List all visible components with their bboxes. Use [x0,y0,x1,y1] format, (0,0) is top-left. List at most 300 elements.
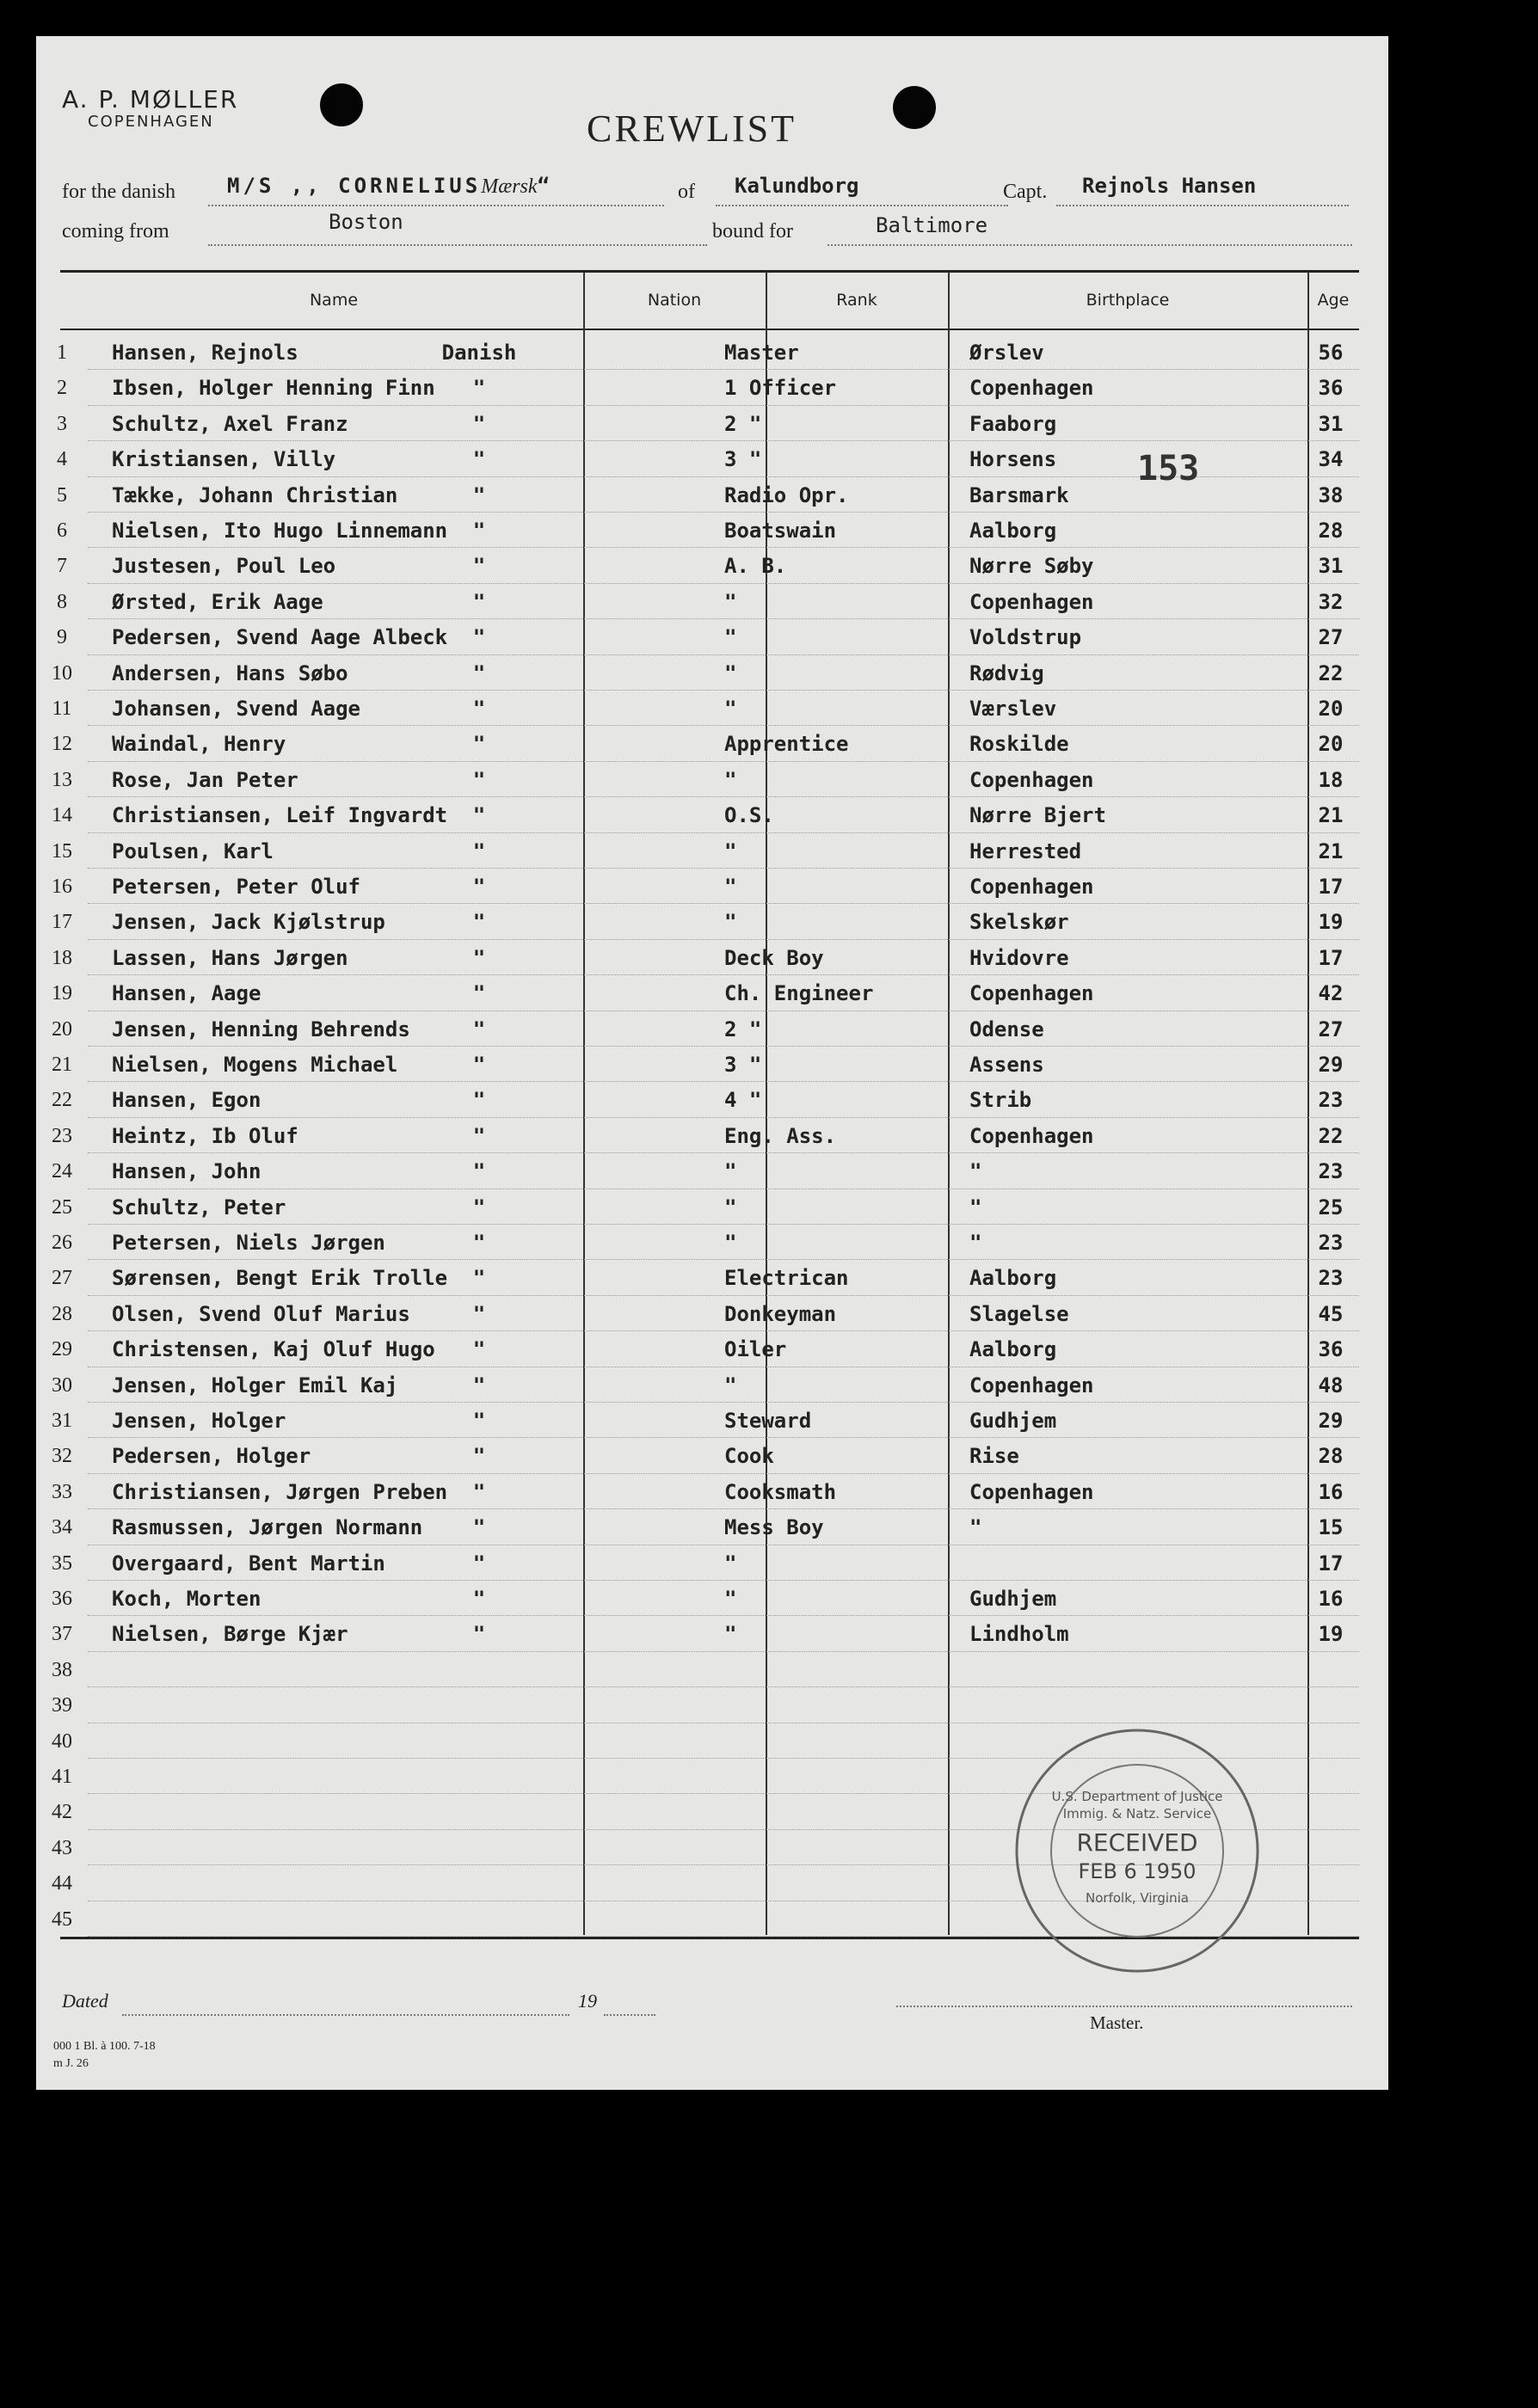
row-number: 12 [52,733,72,756]
row-number: 2 [57,377,67,400]
row-rule [88,1330,1359,1331]
table-top-rule [60,270,1359,273]
crew-age: 23 [1318,1231,1344,1255]
crew-birthplace: Copenhagen [969,981,1094,1006]
crew-nation: " [472,1266,486,1291]
crew-rank: " [724,1622,737,1647]
crew-rank: " [724,697,737,721]
column-header-age: Age [1317,291,1350,310]
crew-name: Jensen, Jack Kjølstrup [112,910,385,935]
punch-hole [320,83,363,126]
row-number: 36 [52,1588,72,1610]
crew-name: Hansen, John [112,1159,261,1184]
table-row [36,1582,1388,1617]
crew-rank: " [724,625,737,650]
crewlist-sheet [36,36,1388,2090]
crew-age: 17 [1318,1551,1344,1576]
crew-nation: " [472,838,486,863]
row-rule [88,939,1359,940]
crew-rank: 2 " [724,1017,762,1041]
crew-age: 56 [1318,341,1344,365]
crew-birthplace: Copenhagen [969,589,1094,614]
crew-name: Waindal, Henry [112,732,286,757]
port-line [716,205,1008,206]
crew-nation: " [472,589,486,614]
crew-nation: " [472,981,486,1006]
crew-age: 48 [1318,1373,1344,1398]
row-number: 22 [52,1089,72,1112]
crew-rank: 3 " [724,447,762,472]
company-line-1: A. P. MØLLER [62,85,239,114]
bound-for-label: bound for [712,220,793,243]
crew-nation: " [472,1088,486,1113]
crew-nation: " [472,1479,486,1504]
crew-birthplace: Copenhagen [969,376,1094,401]
crew-birthplace: Lindholm [969,1622,1069,1647]
crew-birthplace: Aalborg [969,1266,1057,1291]
table-row [36,1332,1388,1367]
crew-birthplace: " [969,1159,982,1184]
row-number: 18 [52,946,72,969]
crew-nation: " [472,1301,486,1326]
crew-birthplace: Copenhagen [969,1373,1094,1398]
row-number: 25 [52,1195,72,1219]
table-row [36,1047,1388,1083]
crew-birthplace: Odense [969,1017,1044,1041]
row-rule [88,547,1359,548]
row-number: 42 [52,1801,72,1824]
stamp-city: Norfolk, Virginia [1086,1890,1189,1906]
row-rule [88,618,1359,619]
crew-name: Pedersen, Holger [112,1444,311,1469]
table-row [36,407,1388,442]
crew-name: Nielsen, Ito Hugo Linnemann [112,519,448,543]
crew-nation: " [472,1515,486,1540]
row-rule [88,1259,1359,1260]
captain-line [1056,205,1349,206]
row-rule [88,440,1359,441]
column-header-birthplace: Birthplace [1086,291,1170,310]
crew-nation: " [472,482,486,507]
crew-name: Petersen, Niels Jørgen [112,1231,385,1255]
of-label: of [678,181,695,203]
row-number: 5 [57,483,67,507]
crew-nation: " [472,1587,486,1611]
crew-birthplace: Copenhagen [969,1123,1094,1148]
crew-rank: " [724,1231,737,1255]
crew-birthplace: " [969,1231,982,1255]
crew-name: Pedersen, Svend Aage Albeck [112,625,448,650]
column-header-name: Name [309,291,359,310]
crew-rank: Boatswain [724,519,837,543]
crew-nation: " [472,1337,486,1362]
crew-name: Lassen, Hans Jørgen [112,945,348,970]
crew-birthplace: Horsens [969,447,1057,472]
crew-age: 42 [1318,981,1344,1006]
crew-name: Hansen, Egon [112,1088,261,1113]
row-number: 33 [52,1480,72,1503]
table-row [36,1154,1388,1189]
crew-age: 28 [1318,1444,1344,1469]
ship-suffix: Mærsk [481,175,538,198]
row-rule [88,1152,1359,1153]
row-rule [88,1580,1359,1581]
crew-nation: " [472,1053,486,1077]
bound-for-line [827,244,1352,246]
stamp-date: FEB 6 1950 [1078,1859,1197,1883]
crew-rank: A. B. [724,554,787,579]
row-number: 44 [52,1872,72,1895]
crew-rank: Donkeyman [724,1301,837,1326]
punch-hole [893,86,936,129]
crew-nation: " [472,625,486,650]
table-row [36,1617,1388,1652]
crew-age: 36 [1318,1337,1344,1362]
crew-rank: Radio Opr. [724,482,849,507]
row-rule [88,1686,1359,1687]
crew-age: 16 [1318,1587,1344,1611]
table-row [36,691,1388,727]
crew-name: Olsen, Svend Oluf Marius [112,1301,410,1326]
row-number: 39 [52,1694,72,1717]
stamp-agency: U.S. Department of Justice [1051,1789,1223,1804]
row-rule [88,1437,1359,1438]
row-rule [88,725,1359,726]
crew-age: 20 [1318,697,1344,721]
crew-birthplace: Gudhjem [969,1409,1057,1433]
crew-rank: Eng. Ass. [724,1123,837,1148]
row-rule [88,974,1359,975]
crew-age: 25 [1318,1195,1344,1219]
crew-birthplace: Gudhjem [969,1587,1057,1611]
master-label: Master. [1090,2012,1144,2033]
received-stamp [1008,1722,1266,1980]
crew-name: Christiansen, Leif Ingvardt [112,803,448,828]
crew-age: 27 [1318,625,1344,650]
crew-name: Johansen, Svend Aage [112,697,360,721]
crew-rank: " [724,838,737,863]
crew-age: 27 [1318,1017,1344,1041]
crew-nation: " [472,803,486,828]
crew-age: 28 [1318,519,1344,543]
table-row [36,869,1388,905]
table-row [36,1012,1388,1047]
crew-birthplace: Faaborg [969,411,1057,436]
row-number: 3 [57,412,67,435]
crew-age: 20 [1318,732,1344,757]
row-rule [88,761,1359,762]
crew-nation: Danish [441,341,517,365]
crew-rank: 1 Officer [724,376,837,401]
row-number: 6 [57,519,67,542]
crew-birthplace: Copenhagen [969,875,1094,899]
column-header-nation: Nation [647,291,702,310]
table-row [36,585,1388,620]
crew-birthplace: Herrested [969,838,1082,863]
crew-age: 45 [1318,1301,1344,1326]
crew-name: Hansen, Rejnols [112,341,298,365]
crew-birthplace: Værslev [969,697,1057,721]
for-label: for the danish [62,181,175,203]
crew-age: 23 [1318,1159,1344,1184]
crew-rank: " [724,875,737,899]
crew-name: Heintz, Ib Oluf [112,1123,298,1148]
crew-name: Rose, Jan Peter [112,767,298,792]
row-number: 13 [52,768,72,791]
row-number: 38 [52,1658,72,1681]
row-number: 34 [52,1516,72,1539]
row-rule [88,690,1359,691]
crew-name: Nielsen, Børge Kjær [112,1622,348,1647]
crew-birthplace: Assens [969,1053,1044,1077]
crew-age: 23 [1318,1266,1344,1291]
crew-birthplace: Copenhagen [969,767,1094,792]
table-row [36,905,1388,940]
crew-name: Christensen, Kaj Oluf Hugo [112,1337,435,1362]
row-rule [88,1081,1359,1082]
year-prefix: 19 [578,1990,597,2012]
row-number: 4 [57,448,67,471]
row-number: 15 [52,839,72,863]
crew-rank: " [724,910,737,935]
printer-line-2: m J. 26 [53,2056,89,2070]
crew-nation: " [472,411,486,436]
crew-rank: Oiler [724,1337,787,1362]
table-row [36,798,1388,833]
crew-name: Hansen, Aage [112,981,261,1006]
row-number: 21 [52,1054,72,1076]
crew-birthplace: " [969,1195,982,1219]
crew-rank: Cooksmath [724,1479,837,1504]
row-number: 41 [52,1766,72,1788]
row-rule [88,1615,1359,1616]
crew-age: 29 [1318,1053,1344,1077]
table-row [36,834,1388,869]
table-row [36,763,1388,798]
table-row [36,1190,1388,1226]
crew-birthplace: Hvidovre [969,945,1069,970]
ship-prefix: M/S [227,174,275,198]
crew-rank: " [724,1551,737,1576]
crew-nation: " [472,376,486,401]
crew-age: 18 [1318,767,1344,792]
crew-name: Kristiansen, Villy [112,447,336,472]
row-rule [88,1010,1359,1011]
table-row [36,1546,1388,1582]
dated-line [122,2014,569,2016]
crew-rank: " [724,589,737,614]
row-number: 37 [52,1623,72,1646]
crew-rank: Mess Boy [724,1515,824,1540]
row-rule [88,654,1359,655]
crew-birthplace: Copenhagen [969,1479,1094,1504]
row-rule [88,796,1359,797]
crew-birthplace: Rødvig [969,660,1044,685]
crew-age: 19 [1318,1622,1344,1647]
crew-rank: " [724,1587,737,1611]
table-row [36,1439,1388,1474]
crew-nation: " [472,1551,486,1576]
row-number: 35 [52,1551,72,1575]
table-row [36,1261,1388,1296]
table-row [36,1688,1388,1723]
row-number: 17 [52,911,72,934]
table-row [36,1226,1388,1261]
table-row [36,513,1388,549]
crew-rank: Master [724,341,799,365]
table-row [36,1297,1388,1332]
row-number: 16 [52,875,72,898]
crew-birthplace: Nørre Bjert [969,803,1106,828]
crew-birthplace: Strib [969,1088,1032,1113]
crew-age: 23 [1318,1088,1344,1113]
crew-rank: Electrican [724,1266,849,1291]
row-rule [88,1402,1359,1403]
row-number: 10 [52,661,72,685]
crew-age: 31 [1318,411,1344,436]
crew-age: 16 [1318,1479,1344,1504]
crew-rank: " [724,1159,737,1184]
crew-age: 22 [1318,660,1344,685]
printer-mark [53,2038,156,2072]
crew-name: Petersen, Peter Oluf [112,875,360,899]
crew-age: 22 [1318,1123,1344,1148]
row-number: 45 [52,1907,72,1931]
table-row [36,1653,1388,1688]
row-number: 8 [57,590,67,613]
dated-label: Dated [62,1990,108,2012]
crew-nation: " [472,1373,486,1398]
margin-number: 153 [1137,449,1200,488]
crew-birthplace: Rise [969,1444,1019,1469]
table-row [36,1368,1388,1404]
ship-line [208,205,664,206]
crew-age: 36 [1318,376,1344,401]
crew-name: Nielsen, Mogens Michael [112,1053,398,1077]
crew-nation: " [472,875,486,899]
crew-nation: " [472,554,486,579]
crew-rank: Deck Boy [724,945,824,970]
master-signature-line [896,2006,1352,2007]
crew-name: Rasmussen, Jørgen Normann [112,1515,423,1540]
page-title: CREWLIST [587,108,797,150]
bound-for-value: Baltimore [876,213,988,237]
row-rule [88,832,1359,833]
crew-age: 15 [1318,1515,1344,1540]
captain-name: Rejnols Hansen [1082,174,1257,198]
row-number: 14 [52,804,72,827]
crew-birthplace: Skelskør [969,910,1069,935]
table-row [36,976,1388,1011]
crew-name: Koch, Morten [112,1587,261,1611]
home-port: Kalundborg [735,174,859,198]
crew-name: Overgaard, Bent Martin [112,1551,385,1576]
stamp-service: Immig. & Natz. Service [1062,1806,1212,1821]
crew-nation: " [472,1231,486,1255]
crew-name: Jensen, Henning Behrends [112,1017,410,1041]
crew-birthplace: Aalborg [969,519,1057,543]
row-number: 11 [52,697,72,720]
crew-age: 17 [1318,875,1344,899]
crew-rank: 2 " [724,411,762,436]
crew-birthplace: Slagelse [969,1301,1069,1326]
table-row [36,727,1388,762]
crew-birthplace: Barsmark [969,482,1069,507]
crew-name: Sørensen, Bengt Erik Trolle [112,1266,448,1291]
crew-age: 29 [1318,1409,1344,1433]
row-number: 19 [52,982,72,1005]
table-row [36,335,1388,371]
table-row [36,656,1388,691]
crew-nation: " [472,732,486,757]
crew-nation: " [472,945,486,970]
crew-name: Justesen, Poul Leo [112,554,336,579]
year-line [604,2014,655,2016]
row-number: 27 [52,1267,72,1290]
crew-name: Schultz, Axel Franz [112,411,348,436]
row-rule [88,1224,1359,1225]
header-rule [60,329,1359,330]
row-number: 24 [52,1160,72,1183]
coming-from-line [208,244,707,246]
crew-nation: " [472,1159,486,1184]
row-number: 32 [52,1445,72,1468]
crew-nation: " [472,447,486,472]
row-number: 7 [57,555,67,578]
crew-nation: " [472,1409,486,1433]
stamp-received: RECEIVED [1076,1828,1198,1857]
row-rule [88,903,1359,904]
crew-rank: " [724,1195,737,1219]
crew-nation: " [472,519,486,543]
crew-rank: Steward [724,1409,812,1433]
crew-name: Andersen, Hans Søbo [112,660,348,685]
crew-birthplace: Roskilde [969,732,1069,757]
row-rule [88,1508,1359,1509]
crew-rank: 4 " [724,1088,762,1113]
row-rule [88,1295,1359,1296]
crew-nation: " [472,910,486,935]
crew-age: 38 [1318,482,1344,507]
crew-rank: " [724,660,737,685]
row-rule [88,868,1359,869]
crew-nation: " [472,1017,486,1041]
crew-rank: O.S. [724,803,774,828]
crew-nation: " [472,697,486,721]
row-number: 29 [52,1338,72,1361]
row-rule [88,1473,1359,1474]
crew-birthplace: Ørslev [969,341,1044,365]
crew-nation: " [472,767,486,792]
row-number: 1 [57,341,67,364]
company-line-2: COPENHAGEN [88,113,214,132]
table-row [36,1475,1388,1510]
crew-nation: " [472,1123,486,1148]
row-number: 9 [57,626,67,649]
crew-rank: " [724,1373,737,1398]
crew-nation: " [472,1444,486,1469]
row-number: 40 [52,1729,72,1753]
crew-age: 32 [1318,589,1344,614]
crew-birthplace: Voldstrup [969,625,1082,650]
crew-age: 21 [1318,838,1344,863]
row-number: 23 [52,1124,72,1147]
row-number: 30 [52,1373,72,1397]
row-rule [88,1046,1359,1047]
table-row [36,1083,1388,1118]
row-rule [88,369,1359,370]
table-row [36,1404,1388,1439]
